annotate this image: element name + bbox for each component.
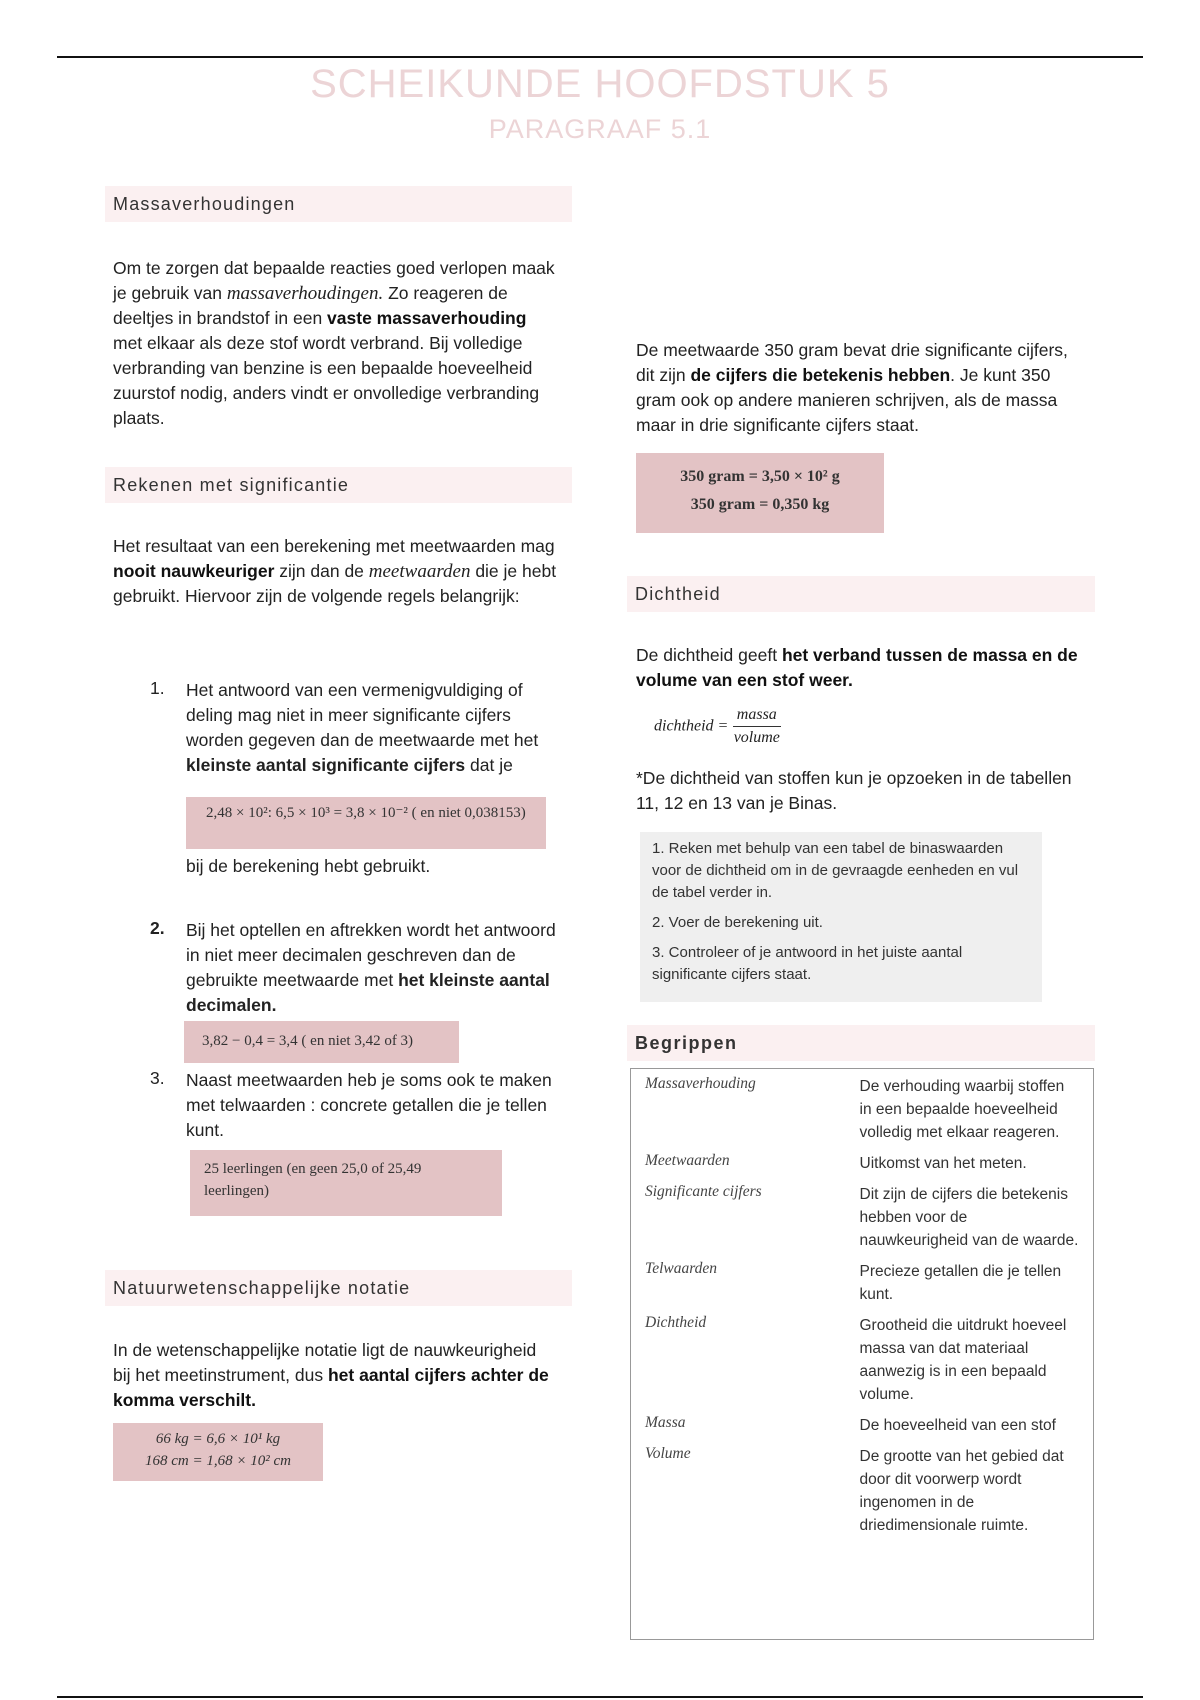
massaverhoudingen-text: Om te zorgen dat bepaalde reacties goed verlopen maak je gebruik van massaverhoudingen. Zo reageren de deeltjes in brandstof in een vaste massaverhouding met elkaar als deze stof wordt verbrand. Bij volledige verbranding van benzine is een bepaalde hoeveelheid zuurstof nodig, anders vindt er onvolledige verbranding plaats.: [113, 258, 555, 428]
term-row: Significante cijfers Dit zijn de cijfers die betekenis hebben voor de nauwkeurigheid van de waarde.: [645, 1183, 1079, 1249]
dichtheid-text: De dichtheid geeft het verband tussen de massa en de volume van een stof weer.: [636, 645, 1078, 690]
rule-3-example: 25 leerlingen (en geen 25,0 of 25,49 leerlingen): [190, 1150, 502, 1216]
notatie-text: In de wetenschappelijke notatie ligt de nauwkeurigheid bij het meetinstrument, dus het aantal cijfers achter de komma verschilt.: [113, 1340, 549, 1410]
rule-1-example: 2,48 × 10²: 6,5 × 10³ = 3,8 × 10⁻² ( en niet 0,038153): [186, 797, 546, 849]
rule-1-text: Het antwoord van een vermenigvuldiging of deling mag niet in meer significante cijfers worden gegeven dan de meetwaarde met het kleinste aantal significante cijfers dat je: [186, 680, 539, 775]
bottom-rule: [57, 1696, 1143, 1698]
term-row: Massa De hoeveelheid van een stof: [645, 1414, 1056, 1434]
begrippen-table: [630, 1068, 1094, 1640]
step-1: 1. Reken met behulp van een tabel de binaswaarden voor de dichtheid om in de gevraagde eenheden en vul de tabel verder in.: [652, 840, 1019, 901]
dichtheid-steps: [640, 832, 1042, 1002]
step-3: 3. Controleer of je antwoord in het juiste aantal significante cijfers staat.: [652, 944, 963, 983]
heading-notatie: Natuurwetenschappelijke notatie: [105, 1270, 572, 1306]
page-title: SCHEIKUNDE HOOFDSTUK 5: [310, 62, 890, 106]
notatie-example: 66 kg = 6,6 × 10¹ kg 168 cm = 1,68 × 10² cm: [113, 1423, 323, 1481]
rule-2-text: Bij het optellen en aftrekken wordt het antwoord in niet meer decimalen geschreven dan de gebruikte meetwaarde met het kleinste aantal decimalen.: [186, 920, 556, 1015]
meetwaarde-example: 350 gram = 3,50 × 10² g 350 gram = 0,350 kg: [636, 453, 884, 533]
dichtheid-note: *De dichtheid van stoffen kun je opzoeken in de tabellen 11, 12 en 13 van je Binas.: [636, 768, 1072, 813]
rule-2-example: 3,82 − 0,4 = 3,4 ( en niet 3,42 of 3): [184, 1021, 459, 1063]
top-rule: [57, 56, 1143, 58]
heading-dichtheid: Dichtheid: [627, 576, 1095, 612]
heading-begrippen: Begrippen: [627, 1025, 1095, 1061]
step-2: 2. Voer de berekening uit.: [652, 914, 823, 931]
rule-3-number: 3.: [150, 1068, 165, 1088]
term-row: Telwaarden Precieze getallen die je tellen kunt.: [645, 1260, 1062, 1303]
heading-massaverhoudingen: Massaverhoudingen: [105, 186, 572, 222]
rule-1-number: 1.: [150, 678, 165, 698]
meetwaarde-text: De meetwaarde 350 gram bevat drie significante cijfers, dit zijn de cijfers die betekenis hebben. Je kunt 350 gram ook op andere manieren schrijven, als de massa maar in drie significante cijfers staat.: [636, 340, 1068, 435]
heading-significantie: Rekenen met significantie: [105, 467, 572, 503]
rule-3-text: Naast meetwaarden heb je soms ook te maken met telwaarden : concrete getallen die je tellen kunt.: [186, 1070, 552, 1140]
term-row: Meetwaarden Uitkomst van het meten.: [645, 1152, 1027, 1172]
term-row: Dichtheid Grootheid die uitdrukt hoeveel massa van dat materiaal aanwezig is in een bepaald volume.: [645, 1314, 1067, 1403]
page-subtitle: PARAGRAAF 5.1: [488, 114, 712, 144]
significantie-intro: Het resultaat van een berekening met meetwaarden mag nooit nauwkeuriger zijn dan de meetwaarden die je hebt gebruikt. Hiervoor zijn de volgende regels belangrijk:: [113, 536, 557, 606]
rule-2-number: 2.: [150, 918, 165, 938]
rule-1-continuation: bij de berekening hebt gebruikt.: [186, 856, 431, 876]
term-row: Volume De grootte van het gebied dat door dit voorwerp wordt ingenomen in de driedimensionale ruimte.: [645, 1445, 1064, 1534]
term-row: Massaverhouding De verhouding waarbij stoffen in een bepaalde hoeveelheid volledig met elkaar reageren.: [645, 1075, 1065, 1141]
dichtheid-formula: dichtheid = $\frac{\text{massa}}{\text{volume}}$: [654, 706, 780, 746]
